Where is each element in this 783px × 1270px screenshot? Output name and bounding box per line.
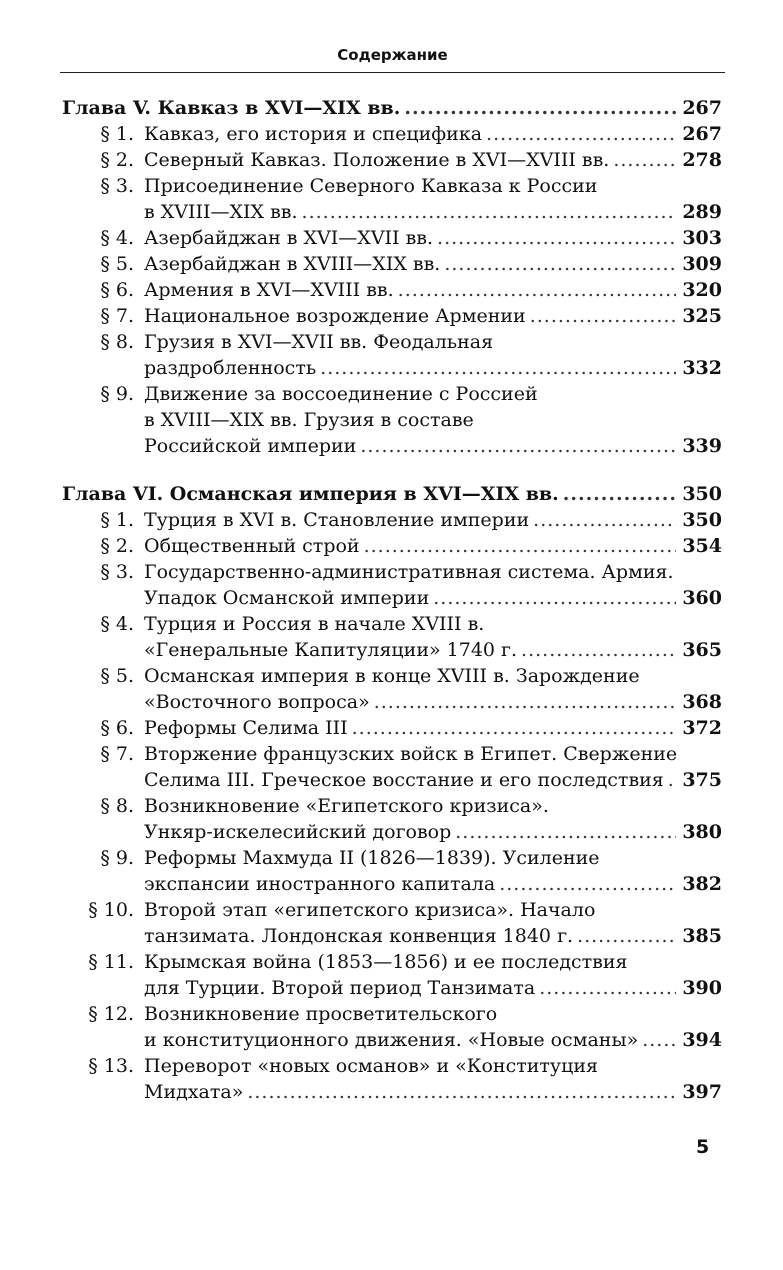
section-line: [62, 637, 722, 663]
section-title: Национальное возрождение Армении: [144, 305, 526, 327]
section-line: [62, 251, 722, 277]
dot-leader: [374, 689, 676, 715]
section-title: Мидхата»: [144, 1081, 244, 1103]
dot-leader: [642, 1027, 676, 1053]
section-page: 267: [682, 123, 722, 145]
section-page: 278: [682, 149, 722, 171]
section-title: Ункяр-искелесийский договор: [144, 821, 452, 843]
section-line: [62, 433, 722, 459]
toc-section[interactable]: [62, 949, 722, 1001]
section-line: [62, 407, 722, 433]
section-number: § 11.: [88, 951, 134, 973]
section-number: § 5.: [100, 665, 134, 687]
section-line: [62, 381, 722, 407]
section-title: и конституционного движения. «Новые османы»: [144, 1029, 639, 1051]
section-number: § 10.: [88, 899, 134, 921]
section-page: 320: [682, 279, 722, 301]
section-line: [62, 1001, 722, 1027]
section-number: § 9.: [100, 847, 134, 869]
section-number: § 7.: [100, 305, 134, 327]
section-title: Реформы Махмуда II (1826—1839). Усиление: [144, 847, 600, 869]
section-title: Российской империи: [144, 435, 357, 457]
dot-leader: [521, 637, 676, 663]
section-title: раздробленность: [144, 357, 317, 379]
section-line: [62, 1053, 722, 1079]
section-page: 289: [682, 201, 722, 223]
section-line: [62, 923, 722, 949]
section-line: [62, 793, 722, 819]
section-number: § 4.: [100, 613, 134, 635]
section-line: [62, 689, 722, 715]
section-line: [62, 199, 722, 225]
section-line: [62, 871, 722, 897]
toc-section[interactable]: [62, 845, 722, 897]
toc-section[interactable]: [62, 329, 722, 381]
toc-section[interactable]: [62, 1053, 722, 1105]
section-title: Возникновение просветительского: [144, 1003, 498, 1025]
section-title: Вторжение французских войск в Египет. Свержение: [144, 743, 678, 765]
toc-section[interactable]: [62, 533, 722, 559]
section-title: Грузия в XVI—XVII вв. Феодальная: [144, 331, 494, 353]
section-line: [62, 355, 722, 381]
section-title: Азербайджан в XVIII—XIX вв.: [144, 253, 441, 275]
section-title: Второй этап «египетского кризиса». Начало: [144, 899, 596, 921]
section-number: § 3.: [100, 175, 134, 197]
dot-leader: [302, 199, 676, 225]
section-title: «Восточного вопроса»: [144, 691, 370, 713]
toc-section[interactable]: [62, 1001, 722, 1053]
section-page: 332: [682, 357, 722, 379]
section-line: [62, 329, 722, 355]
section-line: [62, 507, 722, 533]
section-title: Государственно-административная система. Армия.: [144, 561, 674, 583]
section-number: § 8.: [100, 795, 134, 817]
section-line: [62, 975, 722, 1001]
page-number: 5: [696, 1136, 710, 1158]
dot-leader: [577, 923, 676, 949]
toc-section[interactable]: [62, 225, 722, 251]
section-number: § 12.: [88, 1003, 134, 1025]
dot-leader: [360, 433, 676, 459]
toc-section[interactable]: [62, 897, 722, 949]
dot-leader: [563, 481, 676, 507]
section-line: [62, 767, 722, 793]
section-page: 397: [682, 1081, 722, 1103]
section-page: 380: [682, 821, 722, 843]
toc-section[interactable]: [62, 559, 722, 611]
section-page: 365: [682, 639, 722, 661]
dot-leader: [455, 819, 676, 845]
section-line: [62, 1027, 722, 1053]
section-title: в XVIII—XIX вв. Грузия в составе: [144, 409, 474, 431]
dot-leader: [499, 871, 676, 897]
section-title: Переворот «новых османов» и «Конституция: [144, 1055, 598, 1077]
dot-leader: [539, 975, 676, 1001]
section-page: 360: [682, 587, 722, 609]
section-line: [62, 147, 722, 173]
toc-section[interactable]: [62, 793, 722, 845]
dot-leader: [352, 715, 676, 741]
chapter-entry[interactable]: [62, 481, 722, 507]
toc-section[interactable]: [62, 507, 722, 533]
section-line: [62, 715, 722, 741]
section-page: 385: [682, 925, 722, 947]
dot-leader: [533, 507, 676, 533]
dot-leader: [530, 303, 676, 329]
section-title: в XVIII—XIX вв.: [144, 201, 298, 223]
dot-leader: [444, 251, 676, 277]
section-line: [62, 949, 722, 975]
section-number: § 2.: [100, 535, 134, 557]
section-title: Северный Кавказ. Положение в XVI—XVIII вв.: [144, 149, 610, 171]
section-title: Реформы Селима III: [144, 717, 348, 739]
section-number: § 1.: [100, 509, 134, 531]
section-title: Возникновение «Египетского кризиса».: [144, 795, 549, 817]
section-title: экспансии иностранного капитала: [144, 873, 496, 895]
toc-section[interactable]: [62, 303, 722, 329]
section-title: Присоединение Северного Кавказа к России: [144, 175, 598, 197]
toc-section[interactable]: [62, 715, 722, 741]
section-page: 303: [682, 227, 722, 249]
section-page: 325: [682, 305, 722, 327]
section-title: Общественный строй: [144, 535, 360, 557]
section-number: § 7.: [100, 743, 134, 765]
section-page: 375: [682, 769, 722, 791]
toc-chapter: [62, 95, 722, 459]
chapter-title: Глава VI. Османская империя в XVI—XIX вв.: [62, 483, 559, 505]
header-rule: [60, 72, 725, 73]
table-of-contents: [62, 95, 722, 1105]
section-title: Армения в XVI—XVIII вв.: [144, 279, 394, 301]
dot-leader: [398, 277, 676, 303]
toc-section[interactable]: [62, 277, 722, 303]
section-number: § 8.: [100, 331, 134, 353]
chapter-title: Глава V. Кавказ в XVI—XIX вв.: [62, 97, 401, 119]
section-line: [62, 585, 722, 611]
section-line: [62, 173, 722, 199]
dot-leader: [320, 355, 676, 381]
section-page: 382: [682, 873, 722, 895]
toc-section[interactable]: [62, 121, 722, 147]
section-line: [62, 663, 722, 689]
section-line: [62, 819, 722, 845]
toc-section[interactable]: [62, 147, 722, 173]
dot-leader: [433, 585, 676, 611]
chapter-page: 267: [682, 97, 722, 119]
toc-section[interactable]: [62, 173, 722, 225]
section-page: 339: [682, 435, 722, 457]
section-title: Османская империя в конце XVIII в. Зарождение: [144, 665, 640, 687]
section-page: 350: [682, 509, 722, 531]
dot-leader: [247, 1079, 676, 1105]
section-title: для Турции. Второй период Танзимата: [144, 977, 536, 999]
dot-leader: [404, 95, 676, 121]
dot-leader: [486, 121, 676, 147]
section-number: § 4.: [100, 227, 134, 249]
toc-section[interactable]: [62, 251, 722, 277]
section-page: 390: [682, 977, 722, 999]
section-page: 368: [682, 691, 722, 713]
section-line: [62, 121, 722, 147]
section-title: Азербайджан в XVI—XVII вв.: [144, 227, 434, 249]
toc-chapter: [62, 481, 722, 1105]
section-title: «Генеральные Капитуляции» 1740 г.: [144, 639, 518, 661]
section-line: [62, 277, 722, 303]
section-title: Селима III. Греческое восстание и его последствия: [144, 769, 664, 791]
section-page: 309: [682, 253, 722, 275]
dot-leader: [613, 147, 676, 173]
section-line: [62, 303, 722, 329]
section-line: [62, 559, 722, 585]
section-line: [62, 741, 722, 767]
section-page: 394: [682, 1029, 722, 1051]
section-line: [62, 1079, 722, 1105]
toc-section[interactable]: [62, 663, 722, 715]
section-title: Турция в XVI в. Становление империи: [144, 509, 530, 531]
section-line: [62, 611, 722, 637]
chapter-page: 350: [682, 483, 722, 505]
toc-section[interactable]: [62, 381, 722, 459]
section-number: § 3.: [100, 561, 134, 583]
section-number: § 9.: [100, 383, 134, 405]
dot-leader: [668, 767, 676, 793]
section-title: Движение за воссоединение с Россией: [144, 383, 538, 405]
dot-leader: [437, 225, 676, 251]
section-number: § 5.: [100, 253, 134, 275]
section-title: Турция и Россия в начале XVIII в.: [144, 613, 485, 635]
section-number: § 2.: [100, 149, 134, 171]
toc-section[interactable]: [62, 741, 722, 793]
section-number: § 13.: [88, 1055, 134, 1077]
section-line: [62, 845, 722, 871]
section-line: [62, 533, 722, 559]
section-number: § 6.: [100, 717, 134, 739]
section-number: § 1.: [100, 123, 134, 145]
section-page: 354: [682, 535, 722, 557]
dot-leader: [364, 533, 676, 559]
section-title: танзимата. Лондонская конвенция 1840 г.: [144, 925, 574, 947]
running-header: Содержание: [337, 46, 448, 64]
section-number: § 6.: [100, 279, 134, 301]
toc-section[interactable]: [62, 611, 722, 663]
section-page: 372: [682, 717, 722, 739]
section-title: Упадок Османской империи: [144, 587, 430, 609]
chapter-entry[interactable]: [62, 95, 722, 121]
section-line: [62, 225, 722, 251]
section-line: [62, 897, 722, 923]
section-title: Кавказ, его история и специфика: [144, 123, 483, 145]
section-title: Крымская война (1853—1856) и ее последствия: [144, 951, 628, 973]
